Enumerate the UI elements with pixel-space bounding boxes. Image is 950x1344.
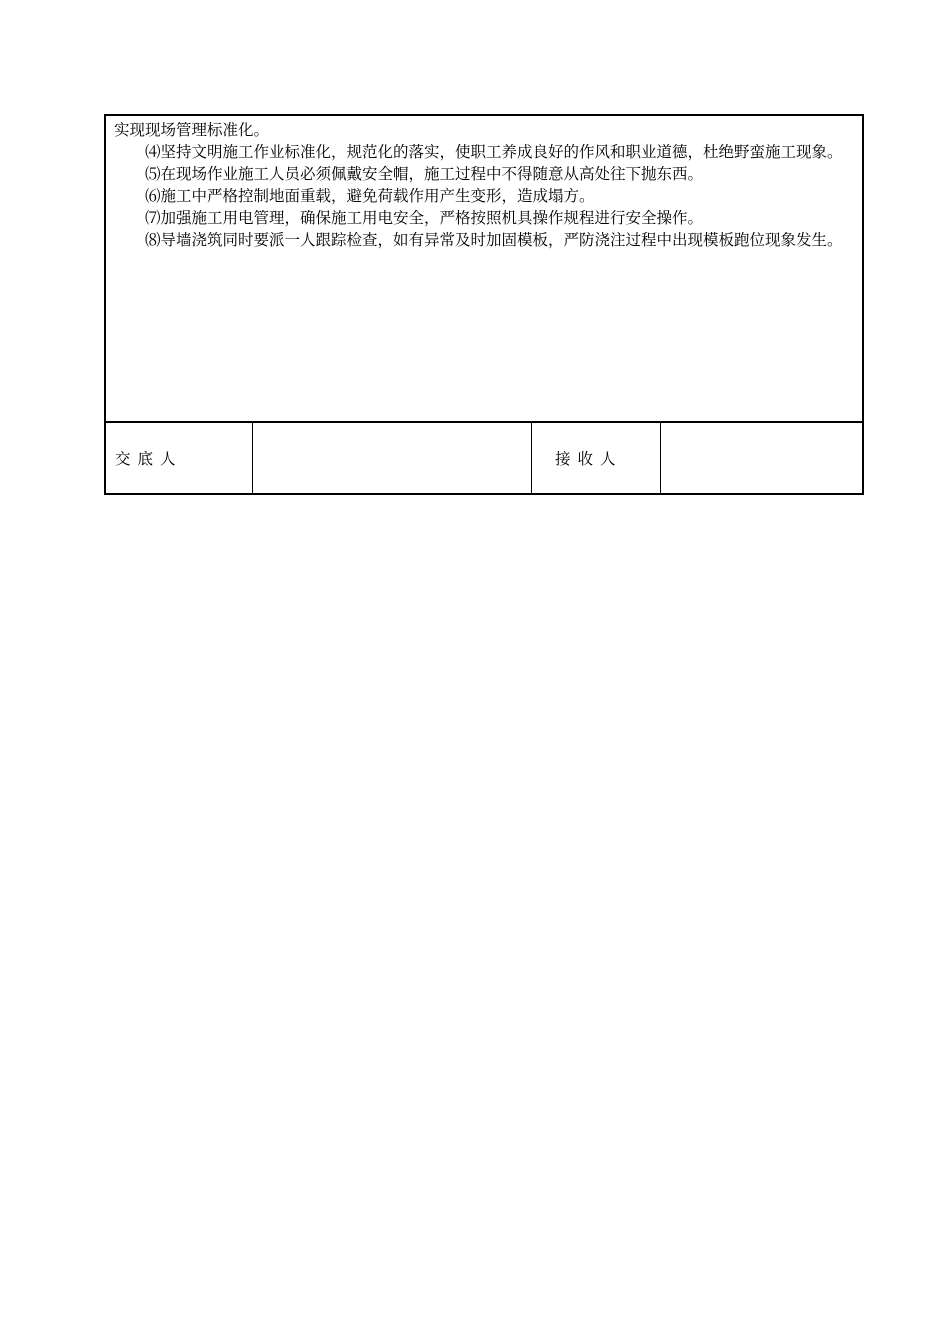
receiver-label: 接收人 [532,423,661,493]
paragraph-item-5: ⑸在现场作业施工人员必须佩戴安全帽，施工过程中不得随意从高处往下抛东西。 [145,165,704,183]
disclosure-table [104,114,864,495]
signature-row [106,423,862,493]
paragraph-item-6: ⑹施工中严格控制地面重载，避免荷载作用产生变形，造成塌方。 [145,187,595,205]
content-cell [106,116,862,423]
paragraph-continuation: 实现现场管理标准化。 [114,121,270,139]
handover-person-field[interactable] [253,423,532,493]
receiver-field[interactable] [661,423,862,493]
paragraph-item-7: ⑺加强施工用电管理，确保施工用电安全，严格按照机具操作规程进行安全操作。 [145,209,704,227]
paragraph-item-4: ⑷坚持文明施工作业标准化，规范化的落实，使职工养成良好的作风和职业道德，杜绝野蛮施工现象。 [145,143,843,161]
paragraph-item-8: ⑻导墙浇筑同时要派一人跟踪检查，如有异常及时加固模板，严防浇注过程中出现模板跑位现象发生。 [145,231,843,249]
handover-person-label: 交底人 [106,423,253,493]
